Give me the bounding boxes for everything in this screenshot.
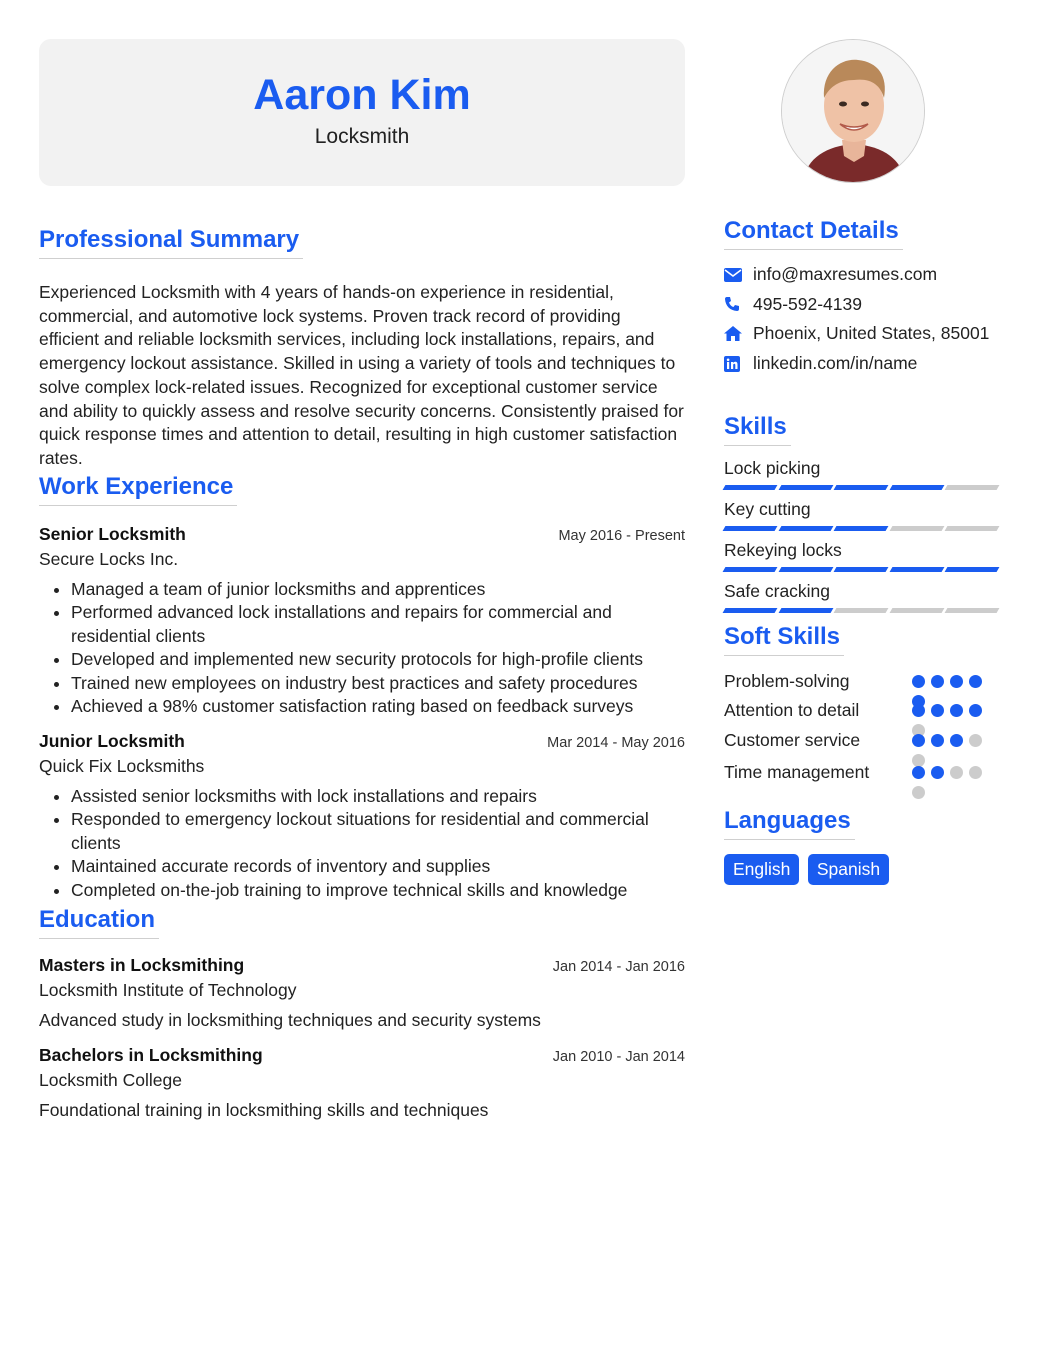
soft-skill-level-dot	[950, 675, 963, 688]
skills-heading: Skills	[724, 413, 791, 446]
skill-level-segment	[834, 608, 888, 613]
skill-name: Key cutting	[724, 499, 811, 520]
soft-skill-level-dot	[950, 734, 963, 747]
soft-skill-level-dot	[912, 675, 925, 688]
job-bullet: • Performed advanced lock installations and repairs for commercial and residential clients	[71, 601, 685, 648]
soft-skill-level-dot	[931, 734, 944, 747]
job-entry	[39, 731, 685, 903]
summary-section	[39, 226, 685, 471]
soft-skill-level-dot	[912, 766, 925, 779]
skill-level-segment	[889, 608, 943, 613]
job-entry-title: Junior Locksmith	[39, 730, 185, 751]
skill-bar	[724, 485, 1004, 490]
job-bullet: • Completed on-the-job training to improve technical skills and knowledge	[71, 879, 685, 903]
education-date: Jan 2010 - Jan 2014	[552, 1049, 685, 1066]
skill-level-segment	[778, 608, 832, 613]
soft-skill-level-dot	[912, 786, 925, 799]
soft-skill-item	[724, 729, 1004, 761]
home-icon	[724, 326, 753, 341]
contact-section	[724, 217, 1004, 378]
education-school: Locksmith Institute of Technology	[39, 980, 297, 1001]
job-bullets	[39, 578, 685, 719]
soft-skill-level-dot	[931, 675, 944, 688]
candidate-name: Aaron Kim	[253, 71, 471, 119]
contact-address-text: Phoenix, United States, 85001	[753, 323, 990, 344]
skill-level-segment	[834, 567, 888, 572]
job-bullet: • Achieved a 98% customer satisfaction rating based on feedback surveys	[71, 695, 685, 719]
avatar-illustration	[782, 40, 925, 183]
skill-level-segment	[889, 526, 943, 531]
contact-heading: Contact Details	[724, 217, 903, 250]
education-school: Locksmith College	[39, 1070, 182, 1091]
soft-skill-level-dot	[912, 734, 925, 747]
skills-section	[724, 413, 1004, 613]
contact-phone-text: 495-592-4139	[753, 293, 862, 314]
skill-level-segment	[945, 567, 999, 572]
education-section	[39, 906, 685, 1121]
education-date: Jan 2014 - Jan 2016	[552, 959, 685, 976]
soft-skill-level-dot	[969, 675, 982, 688]
skill-item	[724, 540, 1004, 572]
job-entry-date: Mar 2014 - May 2016	[547, 734, 685, 751]
job-entry	[39, 524, 685, 719]
languages-heading: Languages	[724, 807, 855, 840]
phone-icon	[724, 296, 753, 312]
skill-item	[724, 499, 1004, 531]
soft-skill-dots	[912, 761, 992, 799]
contact-email[interactable]	[724, 260, 1004, 290]
soft-skill-level-dot	[950, 766, 963, 779]
education-degree: Bachelors in Locksmithing	[39, 1045, 263, 1066]
soft-skill-level-dot	[969, 766, 982, 779]
education-entry	[39, 1045, 685, 1121]
skill-level-segment	[945, 608, 999, 613]
skill-item	[724, 458, 1004, 490]
header-card	[39, 39, 685, 186]
contact-phone[interactable]	[724, 290, 1004, 320]
summary-text: Experienced Locksmith with 4 years of hands-on experience in residential, commercial, and automotive lock systems. Proven track record of providing efficient and reliable locksmith services, including lock installations, repairs, and emergency lockout assistance. Skilled in using a variety of tools and techniques to solve complex lock-related issues. Recognized for exceptional customer service and ability to quickly assess and resolve security concerns. Consistently praised for quick response times and attention to detail, resulting in high customer satisfaction rates.	[39, 282, 684, 468]
skill-item	[724, 581, 1004, 613]
education-entry	[39, 955, 685, 1031]
experience-heading: Work Experience	[39, 473, 237, 506]
skill-name: Safe cracking	[724, 581, 831, 602]
summary-heading: Professional Summary	[39, 226, 303, 259]
profile-photo	[781, 39, 925, 183]
job-bullet: • Assisted senior locksmiths with lock installations and repairs	[71, 785, 685, 809]
contact-email-text: info@maxresumes.com	[753, 264, 938, 285]
language-chip: English	[724, 854, 799, 885]
language-chip: Spanish	[808, 854, 889, 885]
soft-skill-level-dot	[931, 766, 944, 779]
soft-skills-section	[724, 623, 1004, 797]
job-title: Locksmith	[314, 125, 410, 148]
job-entry-date: May 2016 - Present	[558, 527, 685, 544]
soft-skill-item	[724, 670, 1004, 699]
skill-level-segment	[834, 485, 888, 490]
job-bullet: • Developed and implemented new security protocols for high-profile clients	[71, 648, 685, 672]
contact-linkedin-text: linkedin.com/in/name	[753, 353, 918, 374]
contact-address	[724, 319, 1004, 349]
job-entry-title: Senior Locksmith	[39, 523, 186, 544]
soft-skills-heading: Soft Skills	[724, 623, 844, 656]
job-bullet: • Maintained accurate records of inventory and supplies	[71, 855, 685, 879]
skill-level-segment	[945, 485, 999, 490]
skill-level-segment	[945, 526, 999, 531]
soft-skill-item	[724, 761, 1004, 797]
skill-name: Lock picking	[724, 458, 821, 479]
experience-section	[39, 473, 685, 903]
skill-bar	[724, 608, 1004, 613]
soft-skill-level-dot	[931, 704, 944, 717]
envelope-icon	[724, 268, 753, 282]
job-bullet: • Managed a team of junior locksmiths and apprentices	[71, 578, 685, 602]
skill-level-segment	[723, 485, 777, 490]
skill-bar	[724, 567, 1004, 572]
education-description: Advanced study in locksmithing techniques and security systems	[39, 1010, 541, 1031]
skill-level-segment	[723, 526, 777, 531]
linkedin-icon	[724, 356, 753, 372]
skill-level-segment	[889, 567, 943, 572]
side-column	[724, 39, 1004, 885]
job-bullet: • Trained new employees on industry best practices and safety procedures	[71, 672, 685, 696]
skill-level-segment	[889, 485, 943, 490]
education-description: Foundational training in locksmithing skills and techniques	[39, 1100, 489, 1121]
languages-section	[724, 807, 1004, 885]
skill-bar	[724, 526, 1004, 531]
soft-skill-level-dot	[969, 734, 982, 747]
soft-skill-name: Attention to detail	[724, 700, 860, 721]
skill-level-segment	[723, 608, 777, 613]
soft-skill-level-dot	[912, 704, 925, 717]
education-heading: Education	[39, 906, 159, 939]
contact-linkedin[interactable]	[724, 349, 1004, 379]
skill-level-segment	[834, 526, 888, 531]
soft-skill-level-dot	[969, 704, 982, 717]
job-entry-company: Quick Fix Locksmiths	[39, 755, 205, 776]
soft-skill-name: Time management	[724, 762, 870, 783]
skill-level-segment	[778, 485, 832, 490]
job-bullets	[39, 785, 685, 903]
education-degree: Masters in Locksmithing	[39, 955, 245, 976]
job-bullet: • Responded to emergency lockout situations for residential and commercial clients	[71, 808, 685, 855]
soft-skill-name: Problem-solving	[724, 671, 850, 692]
skill-level-segment	[778, 526, 832, 531]
soft-skill-level-dot	[950, 704, 963, 717]
job-entry-company: Secure Locks Inc.	[39, 548, 179, 569]
skill-name: Rekeying locks	[724, 540, 842, 561]
skill-level-segment	[723, 567, 777, 572]
skill-level-segment	[778, 567, 832, 572]
soft-skill-name: Customer service	[724, 730, 861, 751]
main-column	[39, 39, 685, 1121]
soft-skill-item	[724, 699, 1004, 729]
